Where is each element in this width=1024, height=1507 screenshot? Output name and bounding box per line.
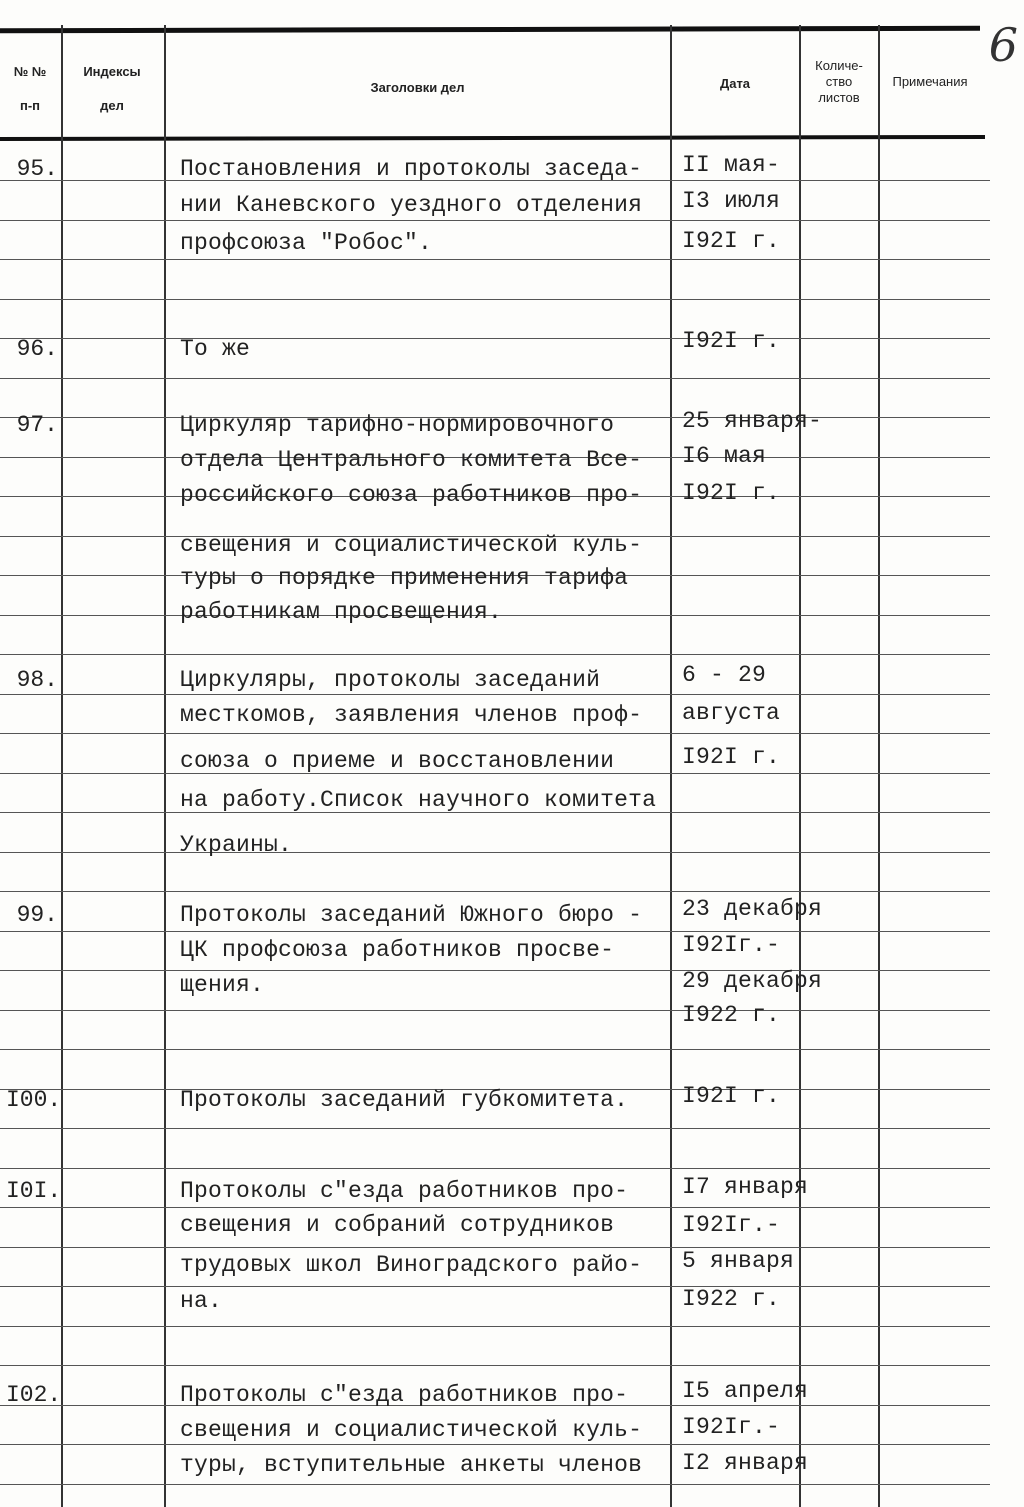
entry-number: I00. xyxy=(6,1087,62,1113)
entry-date-line: августа xyxy=(682,700,781,726)
entry-date-line: I92I г. xyxy=(682,1083,781,1109)
header-index-line: дел xyxy=(100,98,124,113)
entry-number: I0I. xyxy=(6,1178,62,1204)
ruled-line xyxy=(0,378,990,379)
header-border xyxy=(0,135,985,141)
entry-title-line: месткомов, заявления членов проф- xyxy=(180,702,643,728)
entry-number: 96. xyxy=(16,336,58,362)
ruled-line xyxy=(0,220,990,221)
entry-title-line: свещения и социалистической куль- xyxy=(180,532,643,558)
entry-title-line: трудовых школ Виноградского райо- xyxy=(180,1252,643,1278)
entry-date-line: 6 - 29 xyxy=(682,662,767,688)
entry-date-line: II мая- xyxy=(682,152,781,178)
ruled-line xyxy=(0,1365,990,1366)
ruled-line xyxy=(0,733,990,734)
header-index-line: Индексы xyxy=(83,64,141,79)
entry-title-line: ЦК профсоюза работников просве- xyxy=(180,937,615,963)
entry-date-line: I3 июля xyxy=(682,188,781,214)
ruled-line xyxy=(0,852,990,853)
entry-title-line: Протоколы с"езда работников про- xyxy=(180,1178,629,1204)
ruled-line xyxy=(0,1010,990,1011)
entry-date-line: I922 г. xyxy=(682,1002,781,1028)
entry-title-line: туры, вступительные анкеты членов xyxy=(180,1452,643,1478)
ruled-line xyxy=(0,259,990,260)
entry-date-line: 29 декабря xyxy=(682,968,823,994)
header-index xyxy=(62,64,162,114)
entry-date-line: I92I г. xyxy=(682,480,781,506)
entry-title-line: Циркуляры, протоколы заседаний xyxy=(180,667,601,693)
entry-date-line: I92I г. xyxy=(682,228,781,254)
ruled-line xyxy=(0,931,990,932)
entry-number: 98. xyxy=(16,667,58,693)
ruled-line xyxy=(0,1247,990,1248)
header-number-line: п-п xyxy=(19,98,41,113)
entry-title-line: щения. xyxy=(180,972,265,998)
header-sheets-line: ство xyxy=(825,74,853,89)
entry-title-line: туры о порядке применения тарифа xyxy=(180,565,629,591)
ruled-line xyxy=(0,1326,990,1327)
entry-number: 97. xyxy=(16,412,58,438)
column-divider xyxy=(670,25,672,1507)
entry-title-line: Украины. xyxy=(180,832,293,858)
entry-date-line: I92I г. xyxy=(682,328,781,354)
header-sheets xyxy=(800,58,878,106)
entry-date-line: 25 января- xyxy=(682,408,823,434)
entry-title-line: работникам просвещения. xyxy=(180,599,503,625)
header-title: Заголовки дел xyxy=(370,80,465,95)
top-border xyxy=(0,26,980,34)
header-number-line: № № xyxy=(13,64,47,79)
entry-title-line: Протоколы заседаний губкомитета. xyxy=(180,1087,629,1113)
entry-title-line: Протоколы с"езда работников про- xyxy=(180,1382,629,1408)
column-divider xyxy=(61,25,63,1507)
header-sheets-line: листов xyxy=(818,90,860,105)
entry-title-line: отдела Центрального комитета Все- xyxy=(180,447,643,473)
entry-number: 95. xyxy=(16,156,58,182)
entry-date-line: I922 г. xyxy=(682,1286,781,1312)
entry-number: I02. xyxy=(6,1382,62,1408)
ruled-line xyxy=(0,338,990,339)
ruled-line xyxy=(0,299,990,300)
ruled-line xyxy=(0,1049,990,1050)
header-date: Дата xyxy=(719,76,751,91)
entry-title-line: на работу.Список научного комитета xyxy=(180,787,657,813)
entry-date-line: 23 декабря xyxy=(682,896,823,922)
column-divider xyxy=(878,25,880,1507)
ruled-line xyxy=(0,694,990,695)
ruled-line xyxy=(0,891,990,892)
column-divider xyxy=(164,25,166,1507)
header-number xyxy=(0,64,60,114)
entry-title-line: Постановления и протоколы заседа- xyxy=(180,156,643,182)
entry-title-line: То же xyxy=(180,336,251,362)
ruled-line xyxy=(0,1286,990,1287)
entry-title-line: свещения и социалистической куль- xyxy=(180,1417,643,1443)
ruled-line xyxy=(0,1207,990,1208)
entry-title-line: российского союза работников про- xyxy=(180,482,643,508)
entry-date-line: I92Iг.- xyxy=(682,1414,781,1440)
ruled-line xyxy=(0,654,990,655)
entry-date-line: I6 мая xyxy=(682,443,767,469)
entry-title-line: Протоколы заседаний Южного бюро - xyxy=(180,902,643,928)
header-notes: Примечания xyxy=(892,74,968,89)
ruled-line xyxy=(0,1444,990,1445)
entry-title-line: свещения и собраний сотрудников xyxy=(180,1212,615,1238)
entry-date-line: I92Iг.- xyxy=(682,932,781,958)
entry-date-line: I7 января xyxy=(682,1174,809,1200)
ruled-line xyxy=(0,1484,990,1485)
page-number: 6 xyxy=(988,18,1018,72)
entry-title-line: на. xyxy=(180,1288,223,1314)
entry-date-line: I2 января xyxy=(682,1450,809,1476)
header-sheets-line: Количе- xyxy=(815,58,863,73)
ruled-line xyxy=(0,1128,990,1129)
entry-date-line: I5 апреля xyxy=(682,1378,809,1404)
entry-title-line: Циркуляр тарифно-нормировочного xyxy=(180,412,615,438)
column-divider xyxy=(799,25,801,1507)
ruled-line xyxy=(0,970,990,971)
entry-title-line: нии Каневского уездного отделения xyxy=(180,192,643,218)
entry-date-line: 5 января xyxy=(682,1248,795,1274)
entry-title-line: союза о приеме и восстановлении xyxy=(180,748,615,774)
ruled-line xyxy=(0,1168,990,1169)
entry-date-line: I92I г. xyxy=(682,744,781,770)
entry-number: 99. xyxy=(16,902,58,928)
entry-title-line: профсоюза "Робос". xyxy=(180,230,433,256)
entry-date-line: I92Iг.- xyxy=(682,1212,781,1238)
